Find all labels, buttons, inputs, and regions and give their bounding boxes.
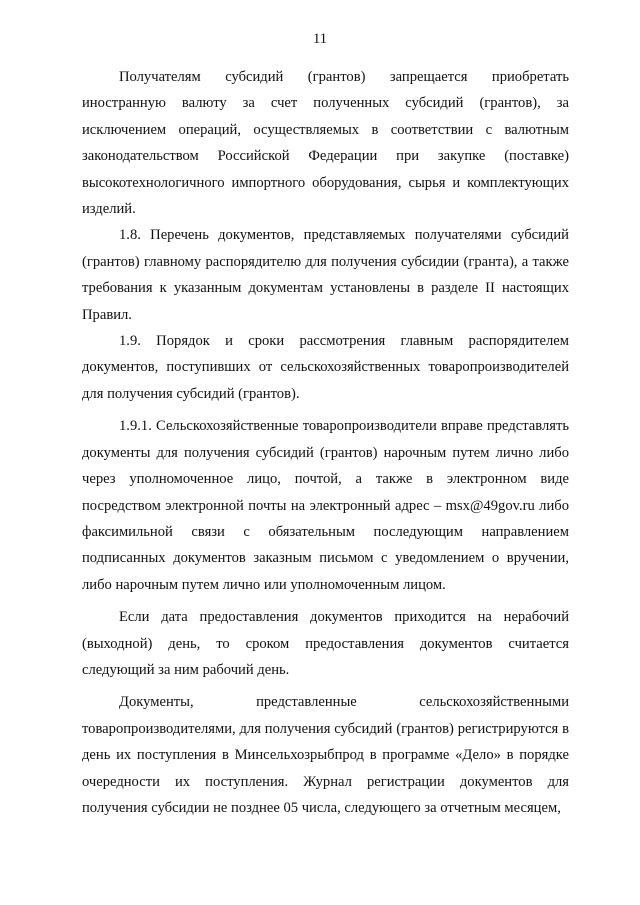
paragraph-1-9-review-procedure: 1.9. Порядок и сроки рассмотрения главным распорядителем документов, поступивших от сельскохозяйственных товаропроизводителей для получения субсидий (грантов). [82,333,569,402]
document-body [82,64,569,821]
paragraph-currency-prohibition: Получателям субсидий (грантов) запрещается приобретать иностранную валюту за счет полученных субсидий (грантов), за исключением операций, осуществляемых в соответствии с валютным законодательством Российской Федерации при закупке (поставке) высокотехнологичного импортного оборудования, сырья и комплектующих изделий. [82,69,569,218]
page-number: 11 [313,31,327,47]
paragraph-1-8-documents-list: 1.8. Перечень документов, представляемых получателями субсидий (грантов) главному распорядителю для получения субсидии (гранта), а также требования к указанным документам установлены в разделе II настоящих Правил. [82,227,569,323]
paragraph-non-working-day: Если дата предоставления документов приходится на нерабочий (выходной) день, то сроком предоставления документов считается следующий за ним рабочий день. [82,609,569,678]
paragraph-1-9-1-submission-methods: 1.9.1. Сельскохозяйственные товаропроизводители вправе представлять документы для получения субсидий (грантов) нарочным путем лично либо через уполномоченное лицо, почтой, а также в электронном виде посредством электронной почты на электронный адрес – msx@49gov.ru либо факсимильной связи с обязательным последующим направлением подписанных документов заказным письмом с уведомлением о вручении, либо нарочным путем лично или уполномоченным лицом. [82,418,569,593]
paragraph-registration: Документы, представленные сельскохозяйственными товаропроизводителями, для получения субсидий (грантов) регистрируются в день их поступления в Минсельхозрыбпрод в программе «Дело» в порядке очередности их поступления. Журнал регистрации документов для получения субсидии не позднее 05 числа, следующего за отчетным месяцем, [82,694,569,816]
